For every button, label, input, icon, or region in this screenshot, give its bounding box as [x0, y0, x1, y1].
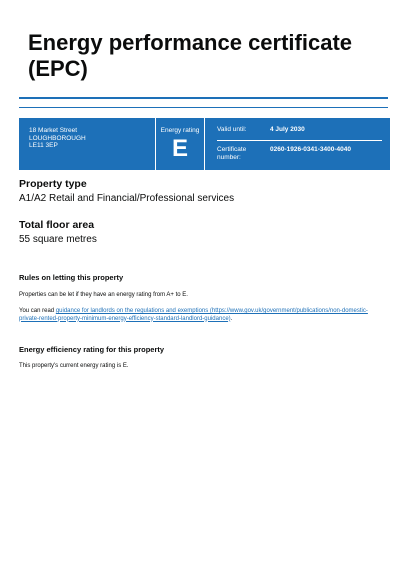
- page-title: Energy performance certificate (EPC): [28, 30, 353, 81]
- certificate-banner: [19, 118, 390, 170]
- certificate-meta: [217, 118, 382, 170]
- rules-heading: Rules on letting this property: [19, 273, 124, 282]
- property-type-heading: Property type: [19, 178, 87, 190]
- address-line: LE11 3EP: [29, 142, 58, 149]
- floor-area-heading: Total floor area: [19, 219, 95, 231]
- header-rule: [19, 97, 388, 99]
- header-rule-thin: [19, 107, 388, 108]
- address-line: LOUGHBOROUGH: [29, 134, 86, 142]
- rules-text: Properties can be let if they have an energy rating from A+ to E.: [19, 292, 188, 298]
- property-type-value: A1/A2 Retail and Financial/Professional services: [19, 193, 235, 204]
- energy-rating-label: Energy rating: [160, 127, 200, 134]
- efficiency-heading: Energy efficiency rating for this property: [19, 345, 165, 354]
- efficiency-text: This property's current energy rating is E.: [19, 363, 129, 369]
- guidance-suffix: .: [230, 315, 233, 322]
- valid-until-value: 4 July 2030: [270, 126, 305, 133]
- meta-divider: [217, 140, 382, 141]
- certificate-number-label: Certificate number:: [217, 146, 247, 161]
- energy-rating-letter: E: [171, 135, 188, 162]
- property-address: [29, 127, 86, 150]
- certificate-number-value: 0260-1926-0341-3400-4040: [270, 146, 351, 153]
- energy-rating-box: [155, 118, 205, 170]
- guidance-paragraph: [19, 308, 379, 323]
- address-line: 18 Market Street: [29, 127, 78, 134]
- valid-until-label: Valid until:: [217, 126, 247, 133]
- guidance-prefix: You can read: [19, 308, 56, 314]
- floor-area-value: 55 square metres: [19, 234, 97, 245]
- guidance-link[interactable]: guidance for landlords on the regulations and exemptions (https://www.gov.uk/government/publications/non-domestic-private-rented-property-minimum-energy-efficiency-standard-landlord-guidance): [19, 308, 368, 322]
